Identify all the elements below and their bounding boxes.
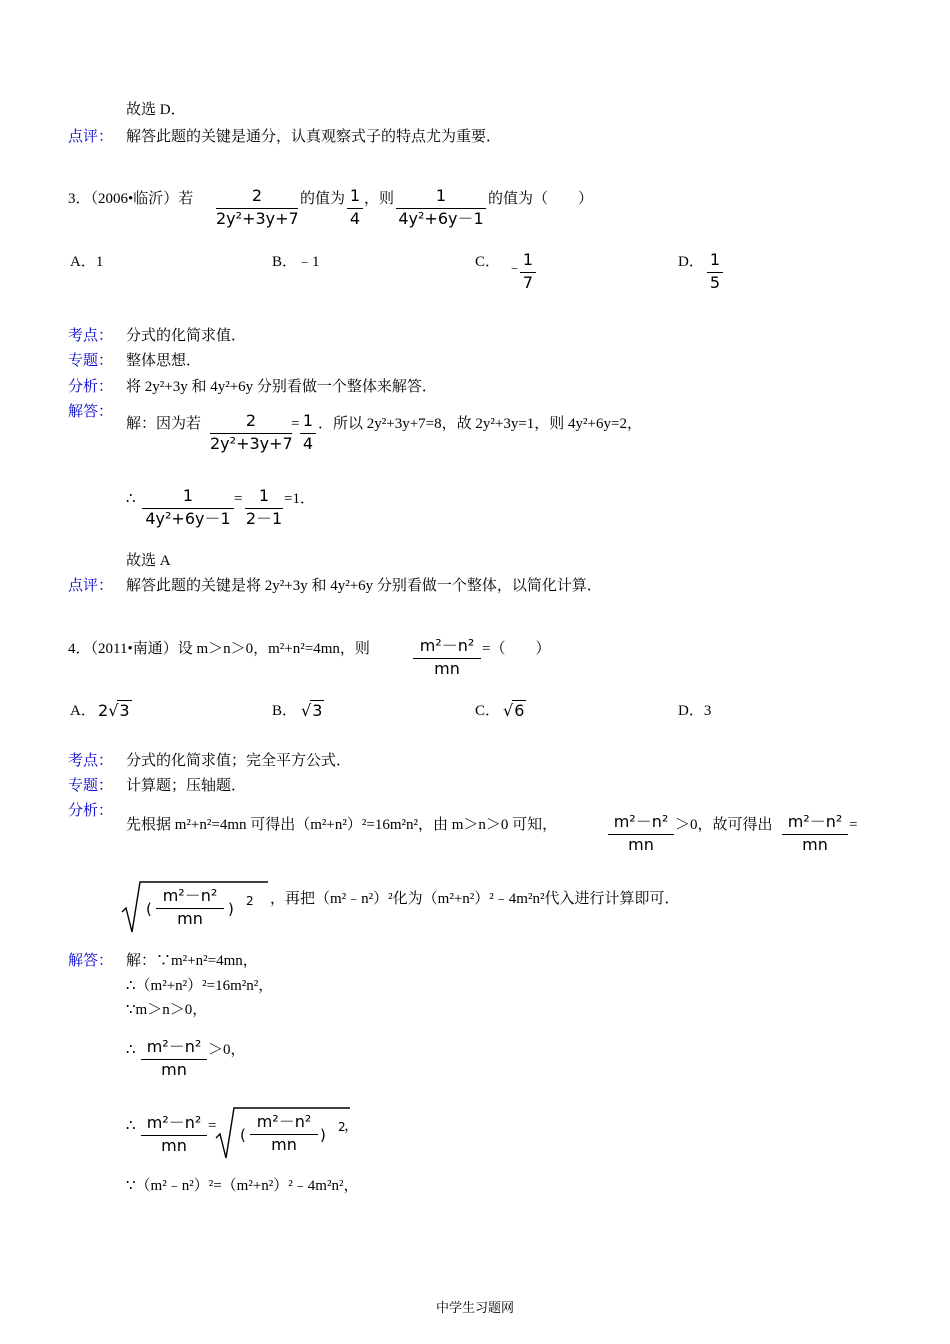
- label-kaodian: 考点：: [68, 328, 114, 344]
- q3-frac2-num: 1: [349, 186, 361, 205]
- q4-fenxi-a: 先根据 m²+n²=4mn 可得出（m²+n²）²=16m²n²，由 m＞n＞0 可知，: [126, 817, 558, 833]
- label-zhuanti: 专题：: [68, 353, 114, 369]
- q4-sol5-radical-den: mn: [271, 1135, 297, 1154]
- q3-sol-frac2: [300, 412, 316, 458]
- q4-fenxi-d: ，再把（m²﹣n²）²化为（m²+n²）²﹣4m²n²代入进行计算即可．: [270, 891, 680, 907]
- q4-sol5-eq: =: [208, 1118, 217, 1134]
- q4-option-b-rad: 3: [312, 701, 323, 720]
- q4-option-d: D．3: [678, 703, 712, 719]
- q3-sol-frac1: [210, 412, 292, 458]
- label-fenxi-q4: 分析：: [68, 803, 114, 819]
- q3-frac1: [216, 187, 298, 233]
- q3-frac3-num: 1: [435, 186, 447, 205]
- q4-frac: [413, 637, 481, 683]
- label-dianping: 点评：: [68, 129, 114, 145]
- q4-stem-a: 4．（2011•南通）设 m＞n＞0，m²+n²=4mn，则: [68, 641, 370, 657]
- label-jieda: 解答：: [68, 404, 114, 420]
- q4-sol4-a: ∴: [126, 1042, 136, 1058]
- q4-frac-num: m²－n²: [419, 636, 475, 655]
- q4-option-c-expr: [503, 700, 526, 720]
- label-zhuanti-q4: 专题：: [68, 778, 114, 794]
- q3-option-c-frac: [520, 251, 536, 297]
- q3-sol-frac4-num: 1: [258, 486, 270, 505]
- q3-sol-frac4: [245, 487, 283, 533]
- q3-option-b: B．﹣1: [272, 254, 320, 270]
- q3-sol-frac1-num: 2: [245, 411, 257, 430]
- q4-fenxi-radical: ( m²－n² mn ) 2: [120, 878, 270, 934]
- q4-sol5-radical: ( m²－n² mn ) 2: [214, 1104, 364, 1160]
- q4-sol5-frac: [141, 1114, 207, 1160]
- q3-zhuanti: 整体思想．: [126, 353, 202, 369]
- q3-stem-d: 的值为（ ）: [488, 191, 594, 207]
- q3-frac2-den: 4: [349, 209, 361, 228]
- q4-sol2: ∴（m²+n²）²=16m²n²，: [126, 978, 274, 994]
- radical-sign-icon: √: [503, 701, 514, 720]
- q3-option-d-num: 1: [709, 250, 721, 269]
- label-dianping-q3: 点评：: [68, 578, 114, 594]
- q4-stem-b: =（ ）: [482, 641, 551, 657]
- q4-fenxi-b: ＞0，故可得出: [675, 817, 773, 833]
- q3-option-a: A．1: [70, 254, 104, 270]
- q4-sol4-frac: [141, 1038, 207, 1084]
- q3-frac2: [347, 187, 363, 233]
- q3-frac1-num: 2: [251, 186, 263, 205]
- q3-option-c-num: 1: [522, 250, 534, 269]
- q4-fenxi-c: =: [849, 817, 858, 833]
- q3-frac1-den: 2y²+3y+7: [216, 209, 299, 228]
- prev-comment: 解答此题的关键是通分，认真观察式子的特点尤为重要．: [126, 129, 502, 145]
- q3-frac3: [396, 187, 486, 233]
- q3-sol-frac2-num: 1: [302, 411, 314, 430]
- q3-sol2-eq: =: [234, 491, 243, 507]
- q3-comment: 解答此题的关键是将 2y²+3y 和 4y²+6y 分别看做一个整体，以简化计算．: [126, 578, 602, 594]
- q4-sol4-num: m²－n²: [146, 1037, 202, 1056]
- q4-option-a-coef: 2: [98, 701, 109, 720]
- q4-zhuanti: 计算题；压轴题．: [126, 778, 247, 794]
- q4-fenxi-radical-num: m²－n²: [162, 886, 218, 905]
- q3-stem-a: 3．（2006•临沂）若: [68, 191, 194, 207]
- q4-sol5-a: ∴: [126, 1118, 136, 1134]
- label-jieda-q4: 解答：: [68, 953, 114, 969]
- q4-sol5-num: m²－n²: [146, 1113, 202, 1132]
- q3-stem-b: 的值为: [300, 191, 346, 207]
- q3-sol1-eq: =: [291, 416, 300, 432]
- q4-kaodian: 分式的化简求值；完全平方公式．: [126, 753, 352, 769]
- q3-sol-frac3: [142, 487, 234, 533]
- q3-fenxi: 将 2y²+3y 和 4y²+6y 分别看做一个整体来解答．: [126, 379, 437, 395]
- q3-stem-c: ，则: [364, 191, 395, 207]
- page-footer: 中学生习题网: [435, 1300, 514, 1315]
- q3-sol1-b: ．所以 2y²+3y+7=8，故 2y²+3y=1，则 4y²+6y=2，: [318, 416, 642, 432]
- q4-fenxi-radical-frac: [156, 887, 224, 933]
- q3-sol2-a: ∴: [126, 491, 136, 507]
- q4-option-a: A．: [70, 703, 96, 719]
- q4-fenxi-frac2-num: m²－n²: [787, 812, 843, 831]
- q4-sol6: ∵（m²﹣n²）²=（m²+n²）²﹣4m²n²，: [126, 1178, 359, 1194]
- q4-fenxi-radical-den: mn: [177, 909, 203, 928]
- q4-option-b: B．: [272, 703, 298, 719]
- q4-fenxi-frac2-den: mn: [802, 835, 828, 854]
- q3-sol-frac3-den: 4y²+6y－1: [145, 509, 231, 528]
- q4-sol5-radical-num: m²－n²: [256, 1112, 312, 1131]
- q3-option-c: C．: [475, 254, 501, 270]
- q4-sol5-radical-frac: [250, 1113, 318, 1159]
- label-fenxi: 分析：: [68, 379, 114, 395]
- q3-sol-frac2-den: 4: [302, 434, 314, 453]
- q3-sol2-end: =1．: [284, 491, 315, 507]
- q3-frac3-den: 4y²+6y－1: [398, 209, 484, 228]
- q4-fenxi-frac2: [782, 813, 848, 859]
- q3-option-d: D．: [678, 254, 704, 270]
- q3-option-c-den: 7: [522, 273, 534, 292]
- q4-fenxi-frac1: [608, 813, 674, 859]
- prev-choose: 故选 D．: [126, 102, 186, 118]
- q3-choose: 故选 A: [126, 553, 171, 569]
- q4-sol5-den: mn: [161, 1136, 187, 1155]
- q3-option-d-frac: [707, 251, 723, 297]
- q4-sol4-den: mn: [161, 1060, 187, 1079]
- q3-sol1-a: 解：因为若: [126, 416, 202, 432]
- q4-option-a-rad: 3: [119, 701, 130, 720]
- radical-sign-icon: √: [301, 701, 312, 720]
- q4-sol5-b: ，: [344, 1118, 360, 1134]
- q4-frac-den: mn: [434, 659, 460, 678]
- q3-sol-frac3-num: 1: [182, 486, 194, 505]
- label-kaodian-q4: 考点：: [68, 753, 114, 769]
- q4-option-b-expr: [301, 700, 324, 720]
- q4-sol3: ∵m＞n＞0，: [126, 1002, 208, 1018]
- q4-fenxi-frac1-den: mn: [628, 835, 654, 854]
- q3-kaodian: 分式的化简求值．: [126, 328, 247, 344]
- q4-sol4-b: ＞0，: [208, 1042, 246, 1058]
- q3-sol-frac1-den: 2y²+3y+7: [210, 434, 293, 453]
- q4-sol1: 解：∵m²+n²=4mn，: [126, 953, 258, 969]
- q3-option-c-sign: ﹣: [507, 260, 523, 276]
- q4-fenxi-frac1-num: m²－n²: [613, 812, 669, 831]
- q4-option-c: C．: [475, 703, 501, 719]
- q4-option-a-expr: [98, 700, 132, 720]
- q4-option-c-rad: 6: [514, 701, 525, 720]
- q3-sol-frac4-den: 2－1: [245, 509, 283, 528]
- radical-sign-icon: √: [108, 701, 119, 720]
- q3-option-d-den: 5: [709, 273, 721, 292]
